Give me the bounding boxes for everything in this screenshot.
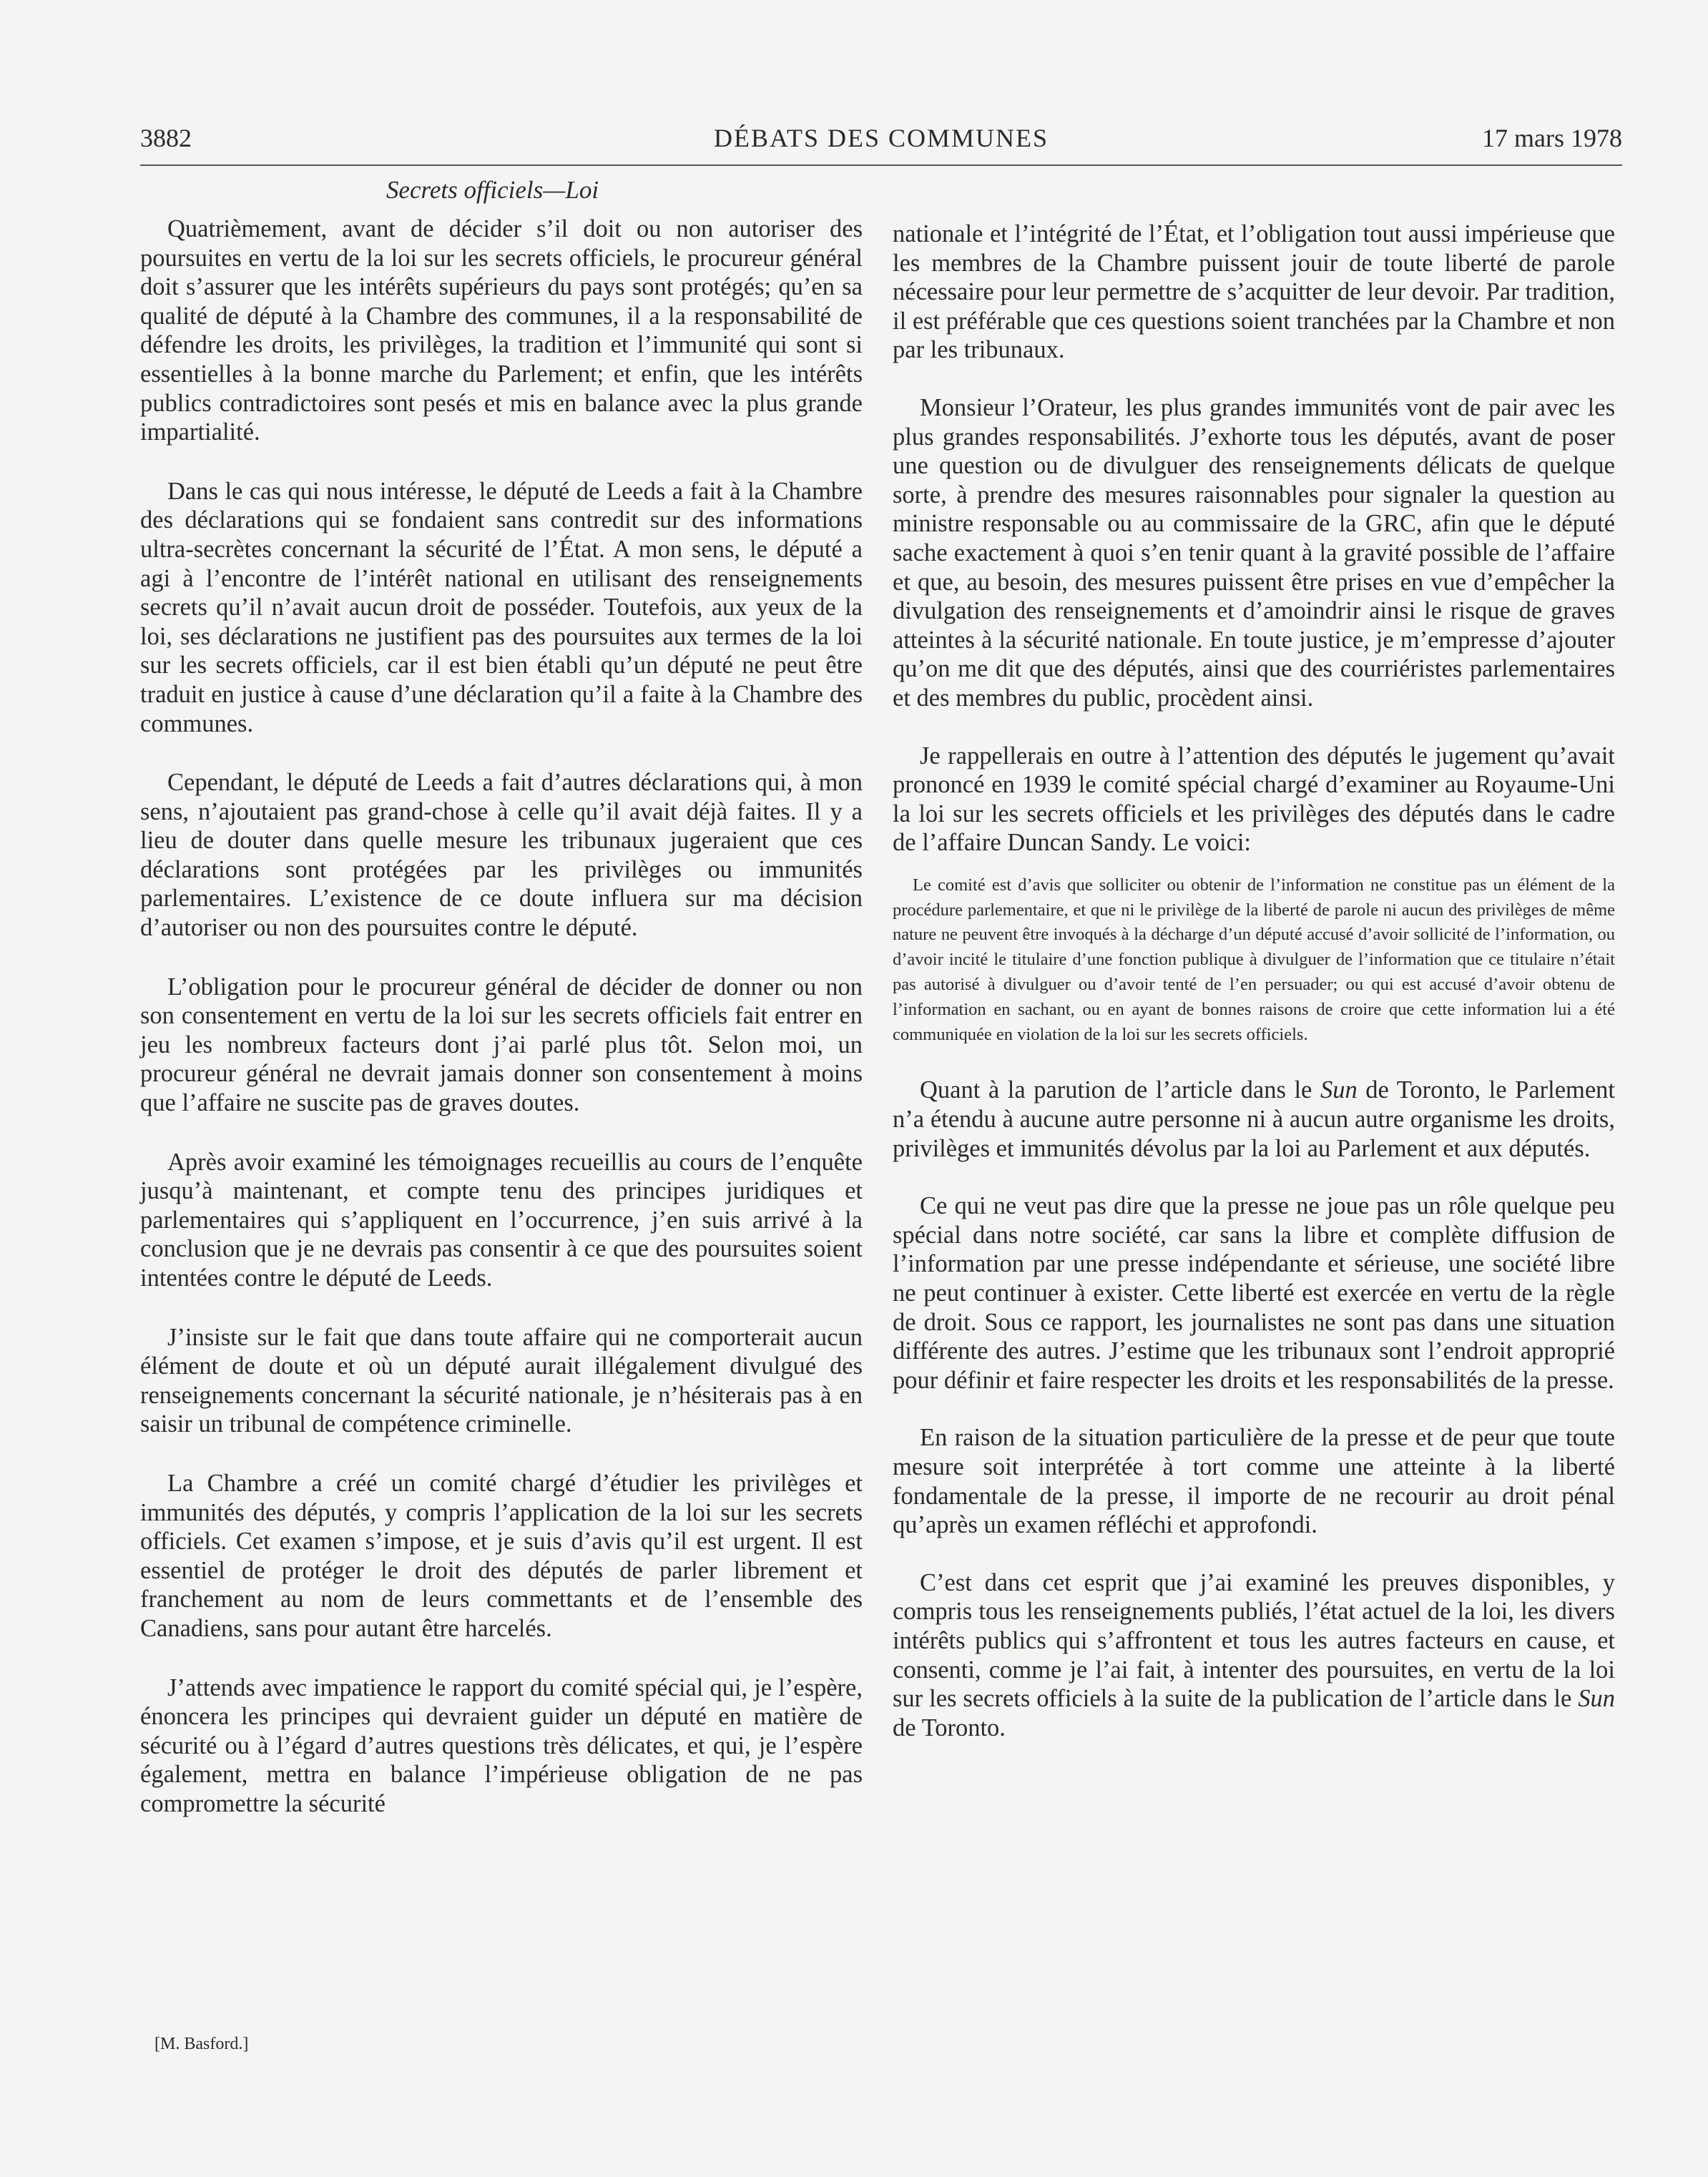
block-quote: Le comité est d’avis que solliciter ou obtenir de l’information ne constitue pas un élément de la procédure parlementaire, et que ni le privilège de la liberté de parole ni aucun des privilèges de même nature ne peuvent être invoqués à la décharge d’un député accusé d’avoir sollicité de l’information, ou d’avoir incité le titulaire d’une fonction publique à divulguer de l’information que ce titulaire n’était pas autorisé à divulguer ou d’avoir tenté de l’en persuader; ou qui est accusé d’avoir obtenu de l’information en sachant, ou en ayant de bonnes raisons de croire que cette information lui a été communiquée en violation de la loi sur les secrets officiels. <box>893 875 1615 1044</box>
paragraph: Après avoir examiné les témoignages recueillis au cours de l’enquête jusqu’à maintenant, et compte tenu des principes juridiques et parlementaires qui s’appliquent en l’occurrence, j’en suis arrivé à la conclusion que je ne devrais pas consentir à ce que des poursuites soient intentées contre le député de Leeds. <box>140 1148 863 1292</box>
right-column <box>893 220 1615 1771</box>
paragraph: J’insiste sur le fait que dans toute affaire qui ne comporterait aucun élément de doute et où un député aurait illégalement divulgué des renseignements concernant la sécurité nationale, je n’hésiterais pas à en saisir un tribunal de compétence criminelle. <box>140 1323 863 1438</box>
paragraph: La Chambre a créé un comité chargé d’étudier les privilèges et immunités des députés, y compris l’application de la loi sur les secrets officiels. Cet examen s’impose, et je suis d’avis qu’il est urgent. Il est essentiel de protéger le droit des députés de parler librement et franchement au nom de leurs commettants et de l’ensemble des Canadiens, sans pour autant être harcelés. <box>140 1469 863 1642</box>
paragraph-continued: nationale et l’intégrité de l’État, et l’obligation tout aussi impérieuse que les membres de la Chambre puissent jouir de toute liberté de parole nécessaire pour leur permettre de s’acquitter de leur devoir. Par tradition, il est préférable que ces questions soient tranchées par la Chambre et non par les tribunaux. <box>893 220 1615 364</box>
paragraph: Monsieur l’Orateur, les plus grandes immunités vont de pair avec les plus grandes responsabilités. J’exhorte tous les députés, avant de poser une question ou de divulguer des renseignements délicats de quelque sorte, à prendre des mesures raisonnables pour signaler la question au ministre responsable ou au commissaire de la GRC, afin que le député sache exactement à quoi s’en tenir quant à la gravité possible de l’affaire et que, au besoin, des mesures puissent être prises en vue d’empêcher la divulgation des renseignements et d’amoindrir ainsi le risque de graves atteintes à la sécurité nationale. En toute justice, je m’empresse d’ajouter qu’on me dit que des députés, ainsi que des courriéristes parlementaires et des membres du public, procèdent ainsi. <box>893 393 1615 712</box>
text-span: Quant à la parution de l’article dans le <box>920 1076 1320 1104</box>
paragraph: Dans le cas qui nous intéresse, le député de Leeds a fait à la Chambre des déclarations qui se fondaient sans contredit sur des informations ultra-secrètes concernant la sécurité de l’État. A mon sens, le député a agi à l’encontre de l’intérêt national en utilisant des renseignements secrets qu’il n’avait aucun droit de posséder. Toutefois, aux yeux de la loi, ses déclarations ne justifient pas des poursuites aux termes de la loi sur les secrets officiels, car il est bien établi qu’un député ne peut être traduit en justice à cause d’une déclaration qu’il a faite à la Chambre des communes. <box>140 477 863 737</box>
paragraph <box>893 1076 1615 1163</box>
left-column <box>140 215 863 1849</box>
speaker-attribution: [M. Basford.] <box>154 2035 249 2053</box>
paragraph: En raison de la situation particulière de la presse et de peur que toute mesure soit interprétée à tort comme une atteinte à la liberté fondamentale de la presse, il importe de ne recourir au droit pénal qu’après un examen réfléchi et approfondi. <box>893 1424 1615 1539</box>
paragraph <box>893 1568 1615 1743</box>
paragraph: Je rappellerais en outre à l’attention des députés le jugement qu’avait prononcé en 1939 le comité spécial chargé d’examiner au Royaume-Uni la loi sur les secrets officiels et les privilèges des députés dans le cadre de l’affaire Duncan Sandy. Le voici: <box>893 742 1615 857</box>
page-number: 3882 <box>140 124 192 152</box>
newspaper-title: Sun <box>1578 1685 1615 1713</box>
text-span: de Toronto, le Parlement n’a étendu à aucune autre personne ni à aucun autre organisme les droits, privilèges et immunités dévolus par la loi au Parlement et aux députés. <box>893 1076 1615 1162</box>
page-date: 17 mars 1978 <box>1482 124 1622 152</box>
text-span: de Toronto. <box>893 1714 1006 1741</box>
subject-heading: Secrets officiels—Loi <box>386 176 599 204</box>
page-header <box>140 123 1622 166</box>
newspaper-title: Sun <box>1320 1076 1358 1104</box>
paragraph: Cependant, le député de Leeds a fait d’autres déclarations qui, à mon sens, n’ajoutaient pas grand-chose à celle qu’il avait déjà faites. Il y a lieu de douter dans quelle mesure les tribunaux jugeraient que ces déclarations sont protégées par les privilèges ou immunités parlementaires. L’existence de ce doute influera sur ma décision d’autoriser ou non des poursuites contre le député. <box>140 769 863 942</box>
text-span: C’est dans cet esprit que j’ai examiné les preuves disponibles, y compris tous les renseignements publiés, l’état actuel de la loi, les divers intérêts publics qui s’affrontent et tous les autres facteurs en cause, et consenti, comme je l’ai fait, à intenter des poursuites, en vertu de la loi sur les secrets officiels à la suite de la publication de l’article dans le <box>893 1568 1615 1713</box>
paragraph: L’obligation pour le procureur général de décider de donner ou non son consentement en vertu de la loi sur les secrets officiels fait entrer en jeu les nombreux facteurs dont j’ai parlé plus tôt. Selon moi, un procureur général ne devrait jamais donner son consentement à moins que l’affaire ne suscite pas de graves doutes. <box>140 973 863 1117</box>
journal-title: DÉBATS DES COMMUNES <box>713 124 1049 152</box>
header-rule <box>140 164 1622 166</box>
paragraph: Quatrièmement, avant de décider s’il doit ou non autoriser des poursuites en vertu de la loi sur les secrets officiels, le procureur général doit s’assurer que les intérêts supérieurs du pays sont protégés; qu’en sa qualité de député à la Chambre des communes, il a la responsabilité de défendre les droits, les privilèges, la tradition et l’immunité qui sont si essentielles à la bonne marche du Parlement; et enfin, que les intérêts publics contradictoires sont pesés et mis en balance avec la plus grande impartialité. <box>140 215 863 446</box>
paragraph: J’attends avec impatience le rapport du comité spécial qui, je l’espère, énoncera les principes qui devraient guider un député en matière de sécurité ou à l’égard d’autres questions très délicates, et qui, je l’espère également, mettra en balance l’impérieuse obligation de ne pas compromettre la sécurité <box>140 1674 863 1817</box>
paragraph: Ce qui ne veut pas dire que la presse ne joue pas un rôle quelque peu spécial dans notre société, car sans la libre et complète diffusion de l’information par une presse indépendante et sérieuse, une société libre ne peut continuer à exister. Cette liberté est exercée en vertu de la règle de droit. Sous ce rapport, les journalistes ne sont pas dans une situation différente des autres. J’estime que les tribunaux sont l’endroit approprié pour définir et faire respecter les droits et les responsabilités de la presse. <box>893 1192 1615 1394</box>
